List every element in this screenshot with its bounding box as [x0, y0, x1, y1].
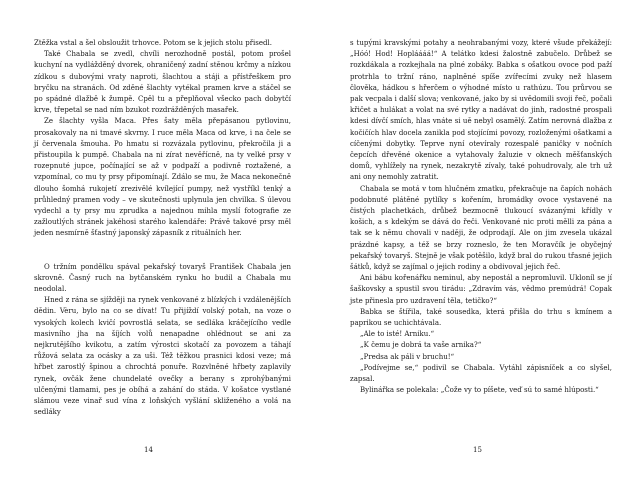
paragraph: Bylinářka se polekala: „Čože vy to píšete, veď sú to samé hlúposti.“	[360, 386, 599, 395]
page-number: 14	[144, 446, 153, 454]
right-page	[320, 0, 640, 480]
paragraph: O tržním pondělku spával pekařský tovaryš František Chabala jen skrovně. Časný ruch na bytčanském rynku ho budil a Chabala mu neodolal.	[34, 262, 291, 294]
paragraph: „Predsa ak páli v bruchu!“	[360, 352, 455, 361]
right-text-column	[350, 38, 612, 397]
paragraph: „Ale to isté! Arniku.“	[360, 330, 435, 339]
paragraph: Ani bábu kořenářku neminul, aby nepostál a nepromluvil. Ukloníl se jí šaškovsky a spustil svou tirádu: „Zdravím vás, vědmo premúdrá! Copak jste přinesla pro uzdravení těla, tetičko?“	[350, 274, 612, 305]
paragraph: Chabala se motá v tom hlučném zmatku, překračuje na čapích nohách podobnuté plátěné pytlíky s kořením, hromádky ovoce vystavené na čistých plachetkách, drůbež bezmocně tlukoucí svázanými křídly v košich, a s kdekým se dává do řeči. Venkované nic proti mělli za pána a tak se k němu chovali v naději, že odprodají. Ale on jim zvesela ukázal prázdné kapsy, a též se brzy rozneslo, že ten Moravčík je obyčejný pekařský tovaryš. Stejně je však potěšilo, když bral do rukou třasné jejich šátků, když se zajímal o jejich rodiny a obdivoval jejich řeč.	[350, 184, 612, 272]
paragraph: Ztěžka vstal a šel obsloužit trhovce. Potom se k jejich stolu přisedl.	[34, 39, 272, 47]
paragraph: Ze šlachty vyšla Maca. Přes šaty měla přepásanou pytlovinu, prosakovaly na ni tmavé skvrny. I ruce měla Maca od krve, i na čele se jí červenala šmouha. Po hmatu si rozvázala pytlovinu, překročila ji a přistoupila k pumpě. Chabala na ni zírat nevěřícně, na ty velké prsy v rozepnuté jupce, počínající se až v podpaží a podivně roztažené, a vzpomínal, co mu ty prsy připomínají. Zdálo se mu, že Maca nekonečně dlouho šomhá rukojetí zrezivělé kvílející pumpy, než vystříkl tenký a průhledný pramen vody – ve skutečnosti uplynula jen chvilka. S úlevou vydechl a ty prsy mu zprudka a najednou mihla myslí fotografie ze zažloutlých stránek jakéhosi starého kalendáře: Právě takové prsy měl jeden nesmírně šťastný japonský zápasník z rituálních her.	[34, 117, 291, 238]
paragraph: s tupými kravskými potahy a neohrabanými vozy, které všude překážejí: „Hóó! Hod! Hopláááá!“ A telátko kdesi žalostně zabučelo. Drůbež se rozkdákala a rozkejhala na plné zobáky. Babka s ošatkou ovoce pod paží protrhla to tržní ráno, naplněné spíše zvířecími zvuky než hlasem člověka, hádkou s hřerčem o výhodné místo u rathúzu. Tou průrvou se pak vecpala i další slova; venkované, jako by si uvědomili svoji řeč, počali křičet a hulákat a volat na své rytky a nadávat do jinh, radostné prospali kdesi dívčí smích, hlas vnáte si uě nebyl osamělý. Zatím nerovná dlažba z kočičích hlav docela zanikla pod stojícími povozy, rozloženými ošatkami a cíčenými dobytky. Teprve nyní otevíraly rozespalé paničky v nočních čepcích dřevěné okenice a vytahovaly žaluzie v oknech měšťanských domů, vyhlížely na rynek, nezakrytě zívaly, také pohudrovaly, ale trh už ani ony nemohly zatratit.	[350, 39, 612, 182]
paragraph: Také Chabala se zvedl, chvíli nerozhodně postál, potom prošel kuchyní na vydlážděný dvorek, ohraničený zadní stěnou krčmy a nízkou zídkou s dubovými vraty naproti, šlachtou a stáji a přístřeškem pro bryčku na stranách. Od zděné šlachty vytékal pramen krve a stáčel se po spádné dlažbě k žumpě. Cpěl tu a přeplňoval všecko pach dobytčí krve, třepetal se nad ním bzukot rozdrážděných masařek.	[34, 50, 291, 115]
paragraph: „K čemu je dobrá ta vaše arnika?“	[360, 341, 482, 350]
page-number: 15	[473, 446, 482, 454]
paragraph: „Podívejme se,“ podivil se Chabala. Vytáhl zápisníček a co slyšel, zapsal.	[350, 363, 612, 384]
paragraph: Hned z rána se sjížději na rynek venkované z blízkých i vzdálenějších dědin. Vèru, bylo na co se dívat! Tu přijíždí volský potah, na voze o vysokých kolech kvičí povrostlá selata, se sedlákа kráčejícího vedle masivního jha na šíjích volů nenapadne ohlédnout se ani za nejkrutějšího kvikotu, a zatím výrostci skotačí za povozem a táhají růžová selata za ocásky a za uši. Též těžkou prasnici kdosi veze; má hřbet zarostlý špinou a chrochtá ponuře. Rozvlněné hřbety zaplavily rynek, ovčák žene chundelaté ovečky a berany s zprohýbanými ulčenými tlamami, pes je obíhá a zahání do stáda. V košatce vystlané slámou veze vinař sud vína z loňských vyšlání skliženého a volá na sedláky	[34, 296, 291, 417]
left-text-column	[34, 38, 291, 419]
paragraph: Babka se štířila, také sousedka, která přišla do trhu s kmínem a paprikou se uchichtávala.	[350, 307, 612, 328]
